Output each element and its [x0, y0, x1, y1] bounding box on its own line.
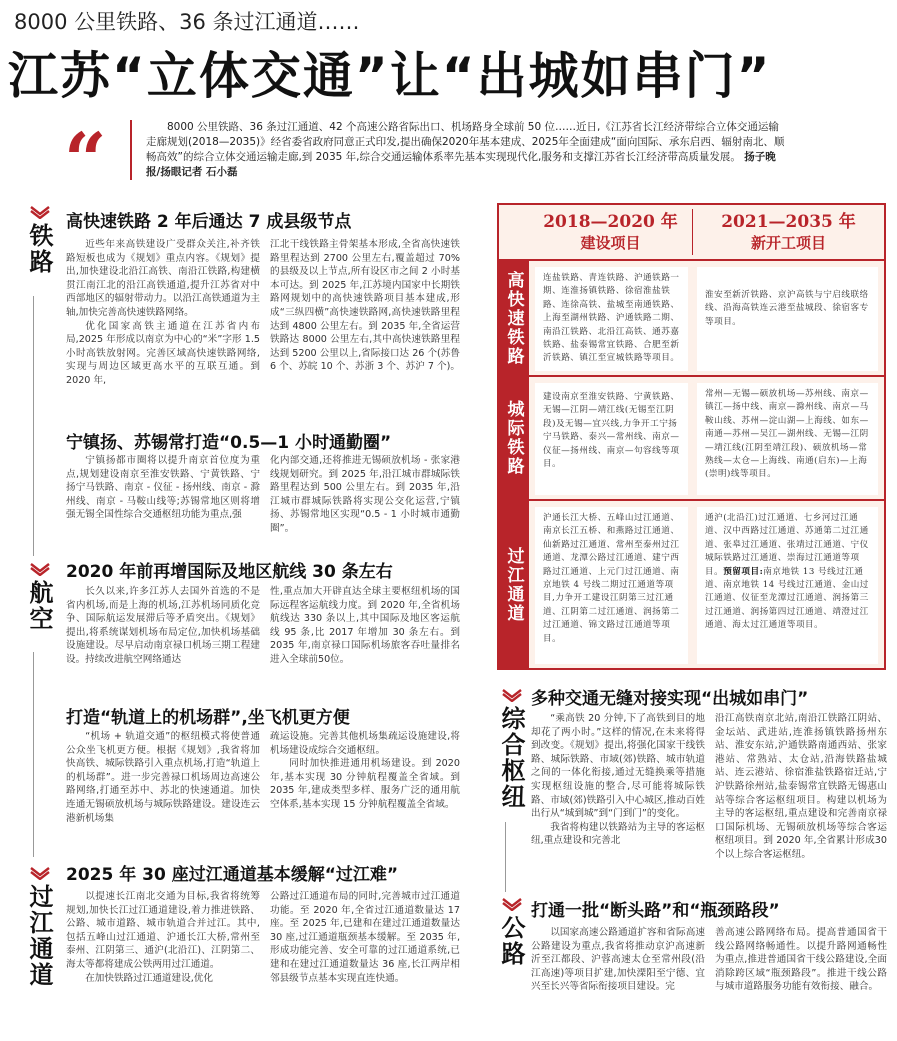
section-title-airrail: 打造“轨道上的机场群”,坐飞机更方便: [66, 708, 350, 728]
side-label-text: 过江通道: [25, 884, 53, 988]
section-body-crossing-2: 公路过江通道布局的同时,完善城市过江通道功能。至 2020 年,全省过江通道数量达 17 座。至 2025 年,已建和在建过江通道数量达 30 座,过江通道瓶颈基本缓解。至 2035 年,形成功能完善、安全可靠的过江通道系统,已建和在建过江通道数量达 36 座,长江两岸相邻县级节点基本实现直连快通。: [270, 891, 460, 984]
lede: [64, 118, 785, 204]
divider: [33, 652, 34, 857]
table-row: [499, 259, 884, 375]
side-label-text: 综合枢纽: [497, 706, 525, 810]
side-label-air: [22, 562, 57, 632]
lede-body: 8000 公里铁路、36 条过江通道、42 个高速公路省际出口、机场路身全球前 50 位……近日,《江苏省长江经济带综合立体交通运输走廊规划(2018—2035)》经省委省政府同意正式印发,提出确保2020年基本建成、2025年全面建成“面向国际、承东启西、辐射南北、顺畅高效”的综合立体交通运输走廊,到 2035 年,综合交通运输体系率先基本实现现代化,服务和支撑江苏省长江经济带高质量发展。: [146, 121, 785, 163]
table-cell: 淮安至新沂铁路、京沪高铁与宁启线联络线、沿海高铁连云港至盐城段、徐宿客专等项目。: [697, 267, 878, 371]
section-title-road: 打通一批“断头路”和“瓶颈路段”: [531, 901, 780, 921]
table-cell: 沪通长江大桥、五峰山过江通道、南京长江五桥、和燕路过江通道、仙新路过江通道、常州至泰州过江通道、龙潭公路过江通道、建宁西路过江通道、上元门过江通道、南京地铁 4 号线二期过江通道等项目,力争开工建设江阴第三过江通道、江阴第二过江通道、润扬第二过江通道、锦文路过江通道等项目。: [535, 507, 688, 664]
section-body-hsr-2: 江北干线铁路主骨架基本形成,全省高快速铁路里程达到 2700 公里左右,覆盖超过 70%的县级及以上节点,所有设区市之间 2 小时基本可达。到 2025 年,江苏境内国家中长期铁路网规划中的高快速铁路项目基本建成,形成“三纵四横”高快速铁路网,高快速铁路里程达到 4800 公里左右。到 2035 年,全省运营铁路达 8000 公里左右,其中高快速铁路里程达到 5200 公里以上,省际接口达 26 个(苏鲁 6 个、苏皖 10 个、苏浙 3 个、苏沪 7 个)。: [270, 239, 460, 373]
row-label: 过江通道: [499, 501, 529, 668]
kicker: 8000 公里铁路、36 条过江通道……: [14, 10, 360, 34]
table-cell: 常州—无锡—硕放机场—苏州线、南京—镇江—扬中线、南京—滁州线、南京—马鞍山线、苏州—淀山湖—上海线、如东—南通—苏州—吴江—湖州线、无锡—江阴—靖江线(江阴至靖江段)、硕放机场—常熟线—太仓—上海线、南通(启东)—上海(崇明)线等项目。: [697, 383, 878, 495]
section-title-hub: 多种交通无缝对接实现“出城如串门”: [531, 689, 809, 709]
divider: [33, 296, 34, 556]
quote-mark-icon: “: [64, 118, 107, 204]
divider: [130, 120, 132, 180]
section-body-hub-2: 沿江高铁南京北站,南沿江铁路江阴站、金坛站、武进站,连淮扬镇铁路扬州东站、淮安东站,沪通铁路南通西站、张家港站、常熟站、太仓站,沿海铁路盐城站、连云港站、徐宿淮盐铁路宿迁站,宁沪铁路徐州站,盐泰锡常宜铁路无锡惠山站等综合客运枢纽项目。构建以机场为主导的客运枢纽,重点建设和完善南京禄口国际机场、无锡硕放机场等综合客运枢纽项目。到 2020 年,全省累计形成30个以上综合客运枢纽。: [715, 713, 887, 860]
section-title-hsr: 高快速铁路 2 年后通达 7 成县级节点: [66, 212, 352, 232]
table-cell: 通沪(北沿江)过江通道、七乡河过江通道、汉中西路过江通道、苏通第二过江通道、张皋过江通道、张靖过江通道、宁仪城际铁路过江通道、崇海过江通道等项目。预留项目:南京地铁 13 号线过江通道、南京地铁 14 号线过江通道、金山过江通道、仪征至龙潭过江通道、润扬第三过江通道、润扬第四过江通道、靖澄过江通道、海太过江通道等项目。: [697, 507, 878, 664]
row-label: 高快速铁路: [499, 261, 529, 375]
chevron-down-icon: [29, 562, 51, 576]
side-label-text: 航空: [25, 580, 53, 632]
chevron-down-icon: [501, 897, 523, 911]
section-body-road-1: 以国家高速公路通道扩容和省际高速公路建设为重点,我省将推动京沪高速新沂至江都段、沪蓉高速太仓至常州段(沿江高速)等项目扩建,加快溧阳至宁德、宜兴至长兴等省际衔接项目建设。完: [531, 927, 705, 993]
section-body-commute-1: 宁镇扬都市圈将以提升南京首位度为重点,规划建设南京至淮安铁路、宁黄铁路、宁扬宁马铁路、南京 - 仪征 - 扬州线、南京 - 滁州线、南京 - 马鞍山线等;苏锡常地区则将增强无锡全国性综合交通枢纽功能为重点,强: [66, 455, 260, 521]
side-label-hub: [494, 688, 529, 810]
section-body-airrail-2: 疏运设施。完善其他机场集疏运设施建设,将机场建设成综合交通枢纽。 同时加快推进通用机场建设。到 2020 年,基本实现 30 分钟航程覆盖全省域。到 2035 年,建成类型多样、服务广泛的通用航空体系,基本实现 15 分钟航程覆盖全省域。: [270, 731, 460, 810]
section-body-hsr-1: 近些年来高铁建设广受群众关注,补齐铁路短板也成为《规划》重点内容。《规划》提出,加快建设北沿江高铁、南沿江铁路,构建横贯江南江北的沿江高铁通道,提升江苏省对中西部地区的辐射带动力。以沿江高铁通道为主轴,加快完善高快速铁路网络。 优化国家高铁主通道在江苏省内布局,2025 年形成以南京为中心的“米”字形 1.5 小时高铁放射网。完善区域高快速铁路网络,实现与周边区域更高水平的互联互通。到 2020 年,: [66, 239, 260, 386]
table-header: [499, 205, 884, 259]
table-cell: 连盐铁路、青连铁路、沪通铁路一期、连淮扬镇铁路、徐宿淮盐铁路、连徐高铁、盐城至南通铁路、上海至湖州铁路、沪通铁路二期、南沿江铁路、北沿江高铁、通苏嘉铁路、盐泰锡常宜铁路、合肥至新沂铁路、镇江至宣城铁路等项目。: [535, 267, 688, 371]
section-title-air: 2020 年前再增国际及地区航线 30 条左右: [66, 562, 393, 582]
projects-table: [497, 203, 886, 670]
byline: 扬子晚报/扬眼记者 石小磊: [146, 151, 776, 178]
section-body-air-2: 性,重点加大开辟直达全球主要枢纽机场的国际远程客运航线力度。到 2020 年,全省机场航线达 330 条以上,其中国际及地区客运航线 95 条,比 2017 年增加 30 条左右。到 2035 年,南京禄口国际机场旅客吞吐量排名进入全球前50位。: [270, 586, 460, 665]
section-body-crossing-1: 以提速长江南北交通为目标,我省将统筹规划,加快长江过江通道建设,着力推进铁路、公路、城市道路、城市轨道合并过江。其中,包括五峰山过江通道、沪通长江大桥,常州至泰州、江阴第三、通沪(北沿江)、江阴第二、海太等都将建成公铁两用过江通道。 在加快铁路过江通道建设,优化: [66, 891, 260, 984]
side-label-text: 公路: [497, 915, 525, 967]
chevron-down-icon: [501, 688, 523, 702]
side-label-rail: [22, 205, 57, 275]
row-label: 城际铁路: [499, 377, 529, 499]
section-body-commute-2: 化内部交通,还将推进无锡硕放机场 - 张家港线规划研究。到 2025 年,沿江城市群城际铁路里程达到 500 公里左右。到 2035 年,沿江城市群城际铁路将实现公交化运营,宁镇扬、苏锡常地区实现“0.5 - 1 小时城市通勤圈”。: [270, 455, 460, 534]
side-label-crossing: [22, 866, 57, 988]
side-label-text: 铁路: [25, 223, 53, 275]
table-row: [499, 375, 884, 499]
section-body-road-2: 善高速公路网络布局。提高普通国省干线公路网络畅通性。以提升路网通畅性为重点,推进普通国省干线公路建设,全面消除跨区域“瓶颈路段”。推进干线公路与城市道路服务功能有效衔接、融合。: [715, 927, 887, 993]
section-body-air-1: 长久以来,许多江苏人去国外首选的不是省内机场,而是上海的机场,江苏机场同质化竞争、国际航运发展滞后等矛盾突出。《规划》提出,将系统谋划机场布局定位,加快机场基础设施建设。尽早启动南京禄口机场三期工程建设。持续改进航空网络通达: [66, 586, 260, 665]
section-title-commute: 宁镇扬、苏锡常打造“0.5—1 小时通勤圈”: [66, 433, 392, 453]
page-title: 江苏“立体交通”让“出城如串门”: [8, 47, 772, 105]
section-title-crossing: 2025 年 30 座过江通道基本缓解“过江难”: [66, 865, 399, 885]
lede-text: [146, 120, 786, 180]
table-header-col1: 2018—2020 年 建设项目: [543, 211, 678, 252]
table-header-col2: 2021—2035 年 新开工项目: [721, 211, 856, 252]
table-cell: 建设南京至淮安铁路、宁黄铁路、无锡—江阴—靖江线(无锡至江阴段)及无锡—宜兴线,力争开工宁扬宁马铁路、泰兴—常州线、南京—仪征—扬州线、南京—句容线等项目。: [535, 383, 688, 495]
chevron-down-icon: [29, 205, 51, 219]
section-body-airrail-1: “机场 + 轨道交通”的枢纽模式将使普通公众坐飞机更方便。根据《规划》,我省将加快高铁、城际铁路引入重点机场,打造“轨道上的机场群”。进一步完善禄口机场周边高速公路网络,打通至苏中、苏北的快速通道。加快连通无锡硕放机场与城际铁路建设。建设连云港新机场集: [66, 731, 260, 824]
table-row: [499, 499, 884, 668]
section-body-hub-1: “乘高铁 20 分钟,下了高铁到目的地却花了两小时。”这样的情况,在未来将得到改变。《规划》提出,将强化国家干线铁路、城际铁路、市域(郊)铁路、城市轨道之间的一体化衔接,通过无缝换乘等措施实现枢纽设施的整合,尽可能将城际铁路、市域(郊)铁路引入中心城区,推动百姓出行从“城到城”到“门到门”的变化。 我省将构建以铁路站为主导的客运枢纽,重点建设和完善北: [531, 713, 705, 847]
divider: [505, 822, 506, 892]
side-label-road: [494, 897, 529, 967]
chevron-down-icon: [29, 866, 51, 880]
